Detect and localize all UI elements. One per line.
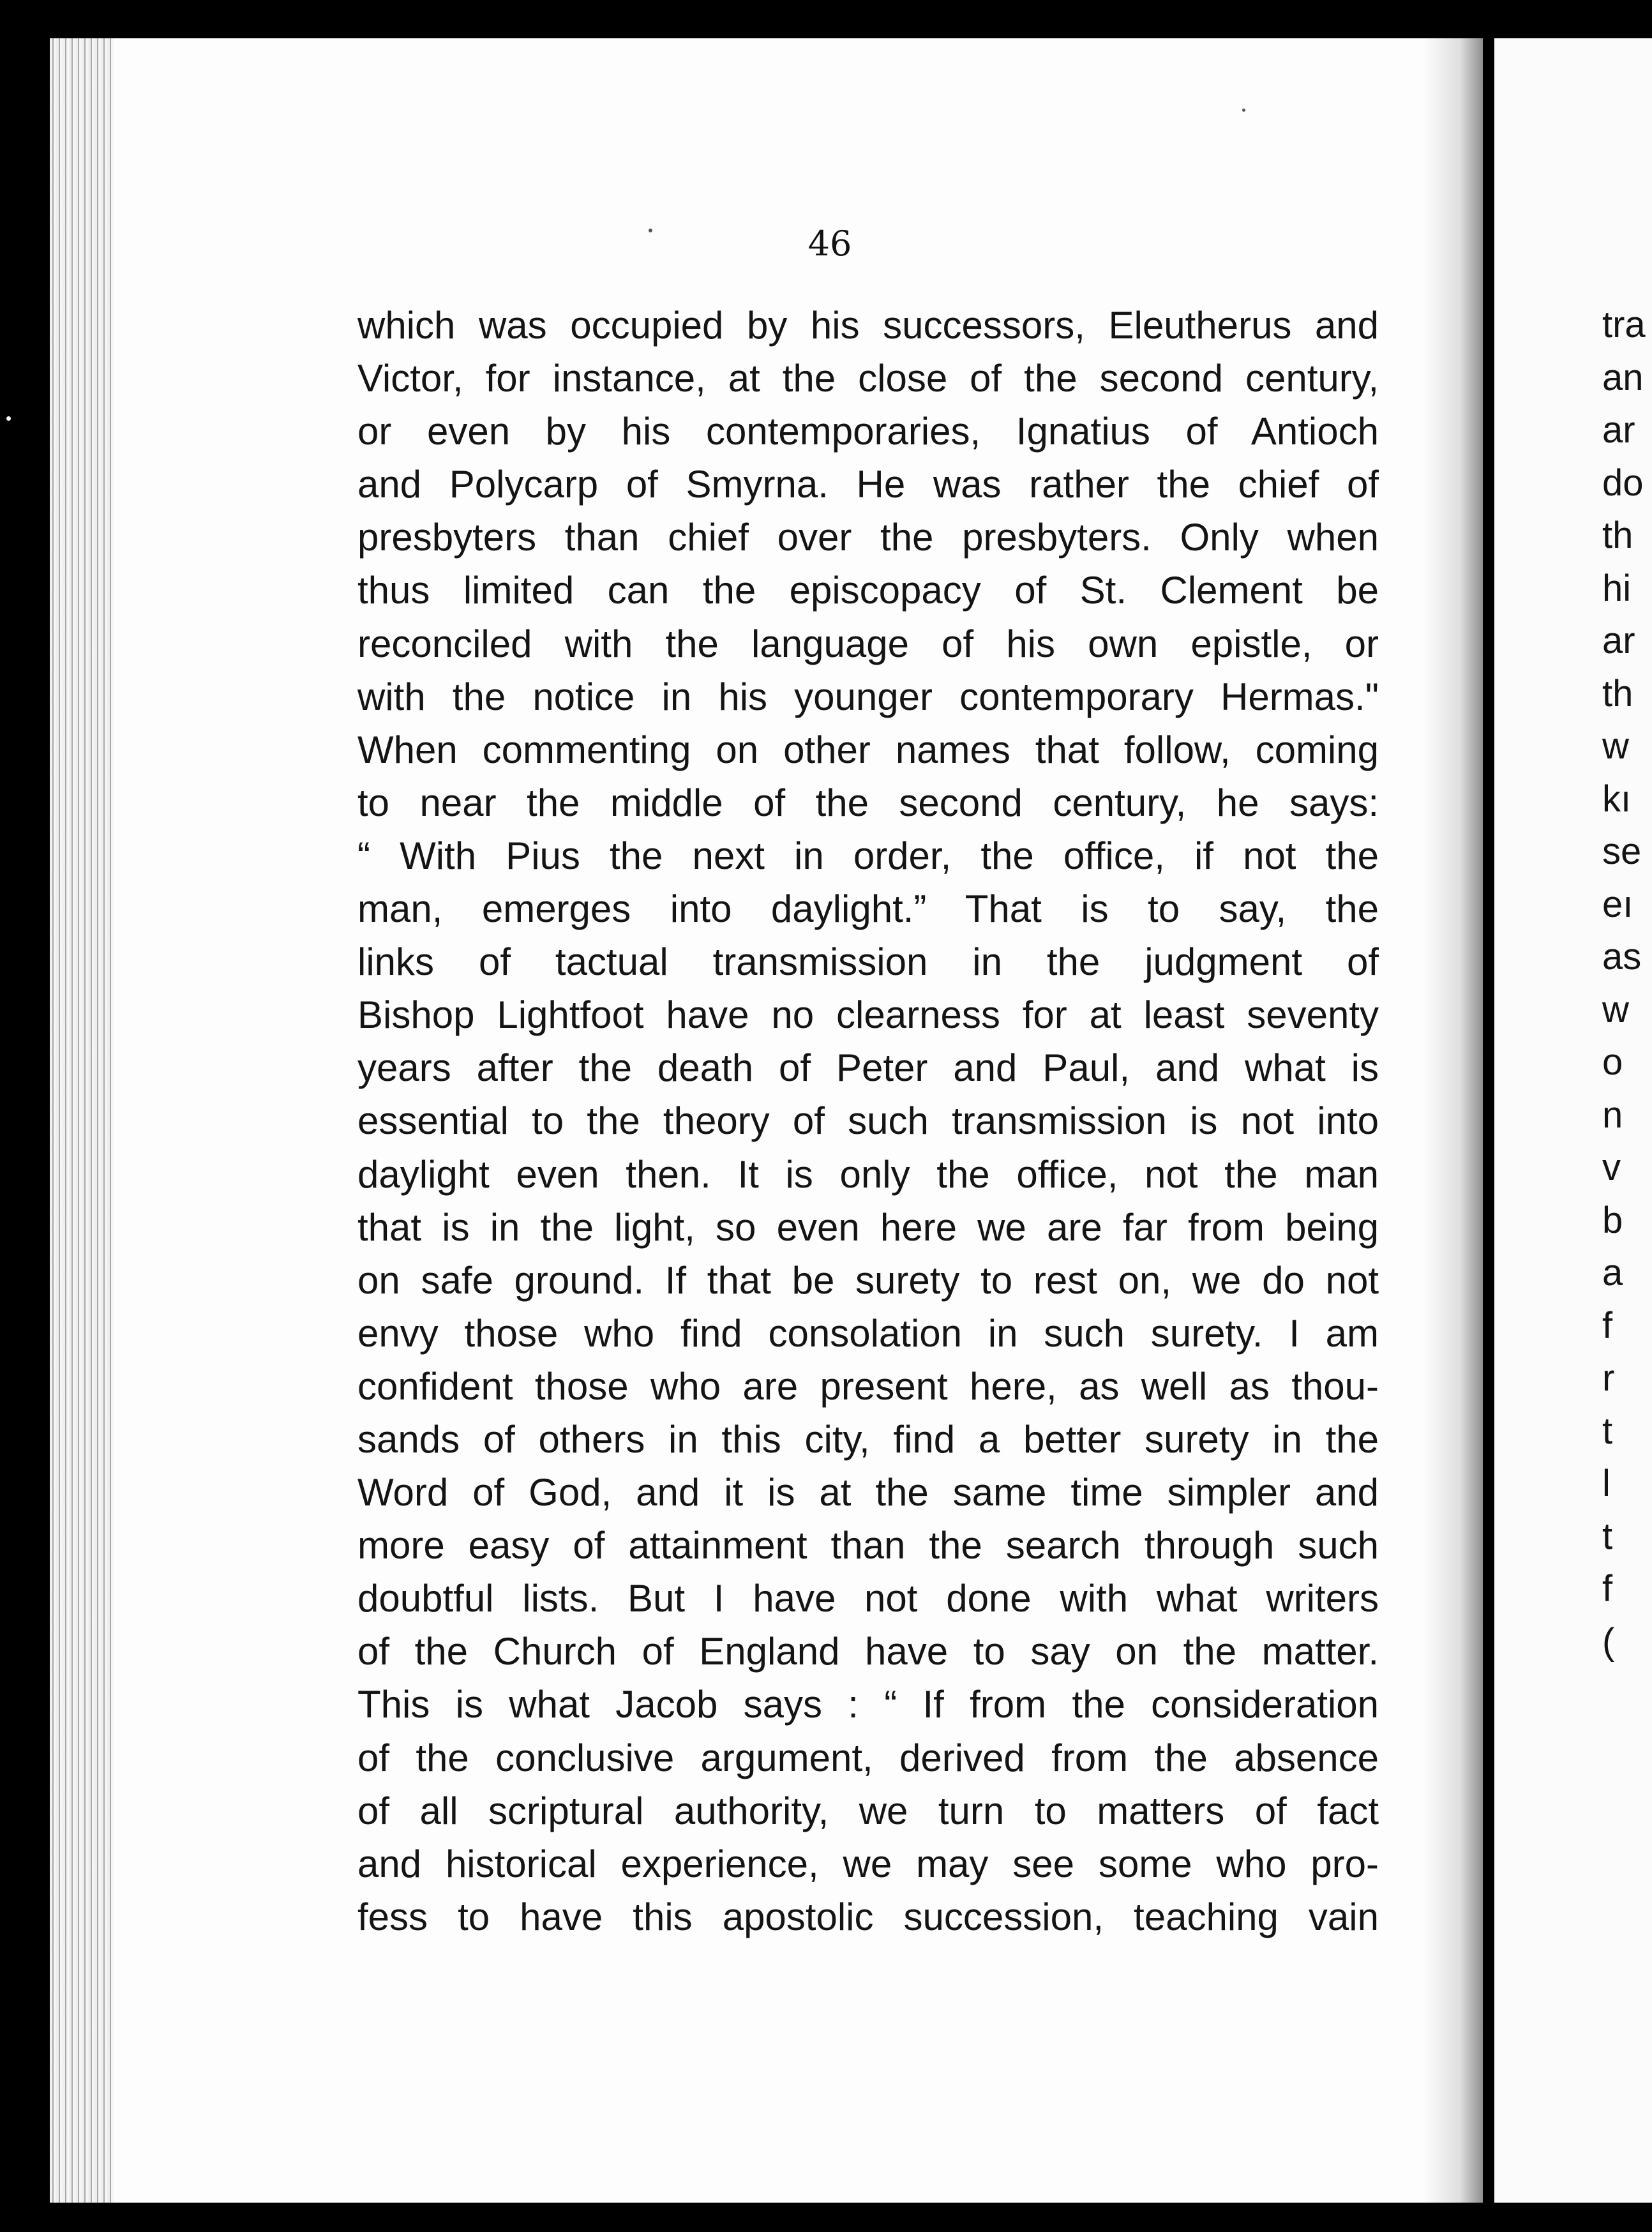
text-line: Word of God, and it is at the same time simpler and [357, 1471, 1379, 1514]
text-line: reconciled with the language of his own epistle, or [357, 622, 1379, 665]
facing-line-fragment: tra [1602, 304, 1646, 345]
text-line: When commenting on other names that follow, coming [357, 728, 1379, 771]
text-line: which was occupied by his successors, Eleutherus and [357, 304, 1379, 347]
facing-line-fragment: as [1602, 936, 1642, 977]
text-line: Bishop Lightfoot have no clearness for at least seventy [357, 993, 1379, 1037]
text-line: on safe ground. If that be surety to rest on, we do not [357, 1258, 1379, 1302]
book-gutter [1484, 26, 1494, 2209]
text-line: man, emerges into daylight.” That is to say, the [357, 887, 1379, 931]
text-line: links of tactual transmission in the judgment of [357, 940, 1379, 984]
gutter-shadow [1423, 38, 1484, 2203]
facing-line-fragment: n [1602, 1094, 1623, 1136]
text-line: of the Church of England have to say on the matter. [357, 1630, 1379, 1673]
facing-line-fragment: f [1602, 1568, 1613, 1610]
facing-line-fragment: ar [1602, 620, 1635, 661]
facing-line-fragment: r [1602, 1357, 1615, 1399]
text-line: This is what Jacob says : “ If from the consideration [357, 1683, 1379, 1726]
facing-line-fragment: th [1602, 672, 1633, 714]
text-line: to near the middle of the second century, he says: [357, 781, 1379, 824]
text-line: years after the death of Peter and Paul, and what is [357, 1046, 1379, 1090]
dust-speck [1242, 109, 1245, 112]
facing-page-text [1602, 299, 1652, 1668]
text-line: “ With Pius the next in order, the office, if not the [357, 834, 1379, 877]
facing-line-fragment: ar [1602, 409, 1635, 451]
facing-line-fragment: do [1602, 462, 1644, 504]
text-line: Victor, for instance, at the close of the second century, [357, 357, 1379, 400]
text-line: daylight even then. It is only the office, not the man [357, 1152, 1379, 1196]
text-line: sands of others in this city, find a better surety in the [357, 1417, 1379, 1461]
text-line: envy those who find consolation in such surety. I am [357, 1311, 1379, 1355]
text-line: or even by his contemporaries, Ignatius of Antioch [357, 410, 1379, 453]
text-line: doubtful lists. But I have not done with what writers [357, 1577, 1379, 1620]
facing-line-fragment: se [1602, 831, 1642, 872]
facing-line-fragment: th [1602, 515, 1633, 556]
facing-line-fragment: w [1602, 988, 1629, 1030]
facing-line-fragment: o [1602, 1041, 1623, 1083]
facing-line-fragment: v [1602, 1147, 1621, 1188]
facing-line-fragment: eı [1602, 883, 1633, 925]
facing-line-fragment: kı [1602, 778, 1632, 820]
facing-line-fragment: w [1602, 725, 1629, 767]
text-line: and Polycarp of Smyrna. He was rather the chief of [357, 463, 1379, 506]
facing-line-fragment: ( [1602, 1620, 1615, 1663]
page-number: 46 [807, 223, 852, 264]
text-line: essential to the theory of such transmission is not into [357, 1099, 1379, 1143]
text-line: that is in the light, so even here we are far from being [357, 1205, 1379, 1249]
text-line: thus limited can the episcopacy of St. Clement be [357, 569, 1379, 612]
text-line: of the conclusive argument, derived from the absence [357, 1736, 1379, 1779]
facing-line-fragment: l [1602, 1463, 1611, 1504]
text-line: with the notice in his younger contemporary Hermas." [357, 675, 1379, 718]
facing-line-fragment: an [1602, 356, 1644, 398]
body-text [357, 299, 1379, 1943]
text-line: more easy of attainment than the search through such [357, 1524, 1379, 1567]
facing-line-fragment: hi [1602, 567, 1632, 609]
dust-speck [649, 229, 652, 232]
facing-line-fragment: t [1602, 1515, 1613, 1557]
page-edges [50, 38, 114, 2203]
dust-speck [6, 416, 11, 421]
text-line: and historical experience, we may see some who pro- [357, 1842, 1379, 1885]
facing-line-fragment: a [1602, 1252, 1623, 1293]
facing-line-fragment: b [1602, 1199, 1623, 1241]
text-line: fess to have this apostolic succession, teaching vain [357, 1895, 1379, 1938]
text-line: of all scriptural authority, we turn to matters of fact [357, 1789, 1379, 1832]
text-line: presbyters than chief over the presbyters. Only when [357, 516, 1379, 559]
text-line: confident those who are present here, as well as thou- [357, 1364, 1379, 1408]
facing-line-fragment: t [1602, 1410, 1613, 1452]
facing-line-fragment: f [1602, 1304, 1613, 1346]
